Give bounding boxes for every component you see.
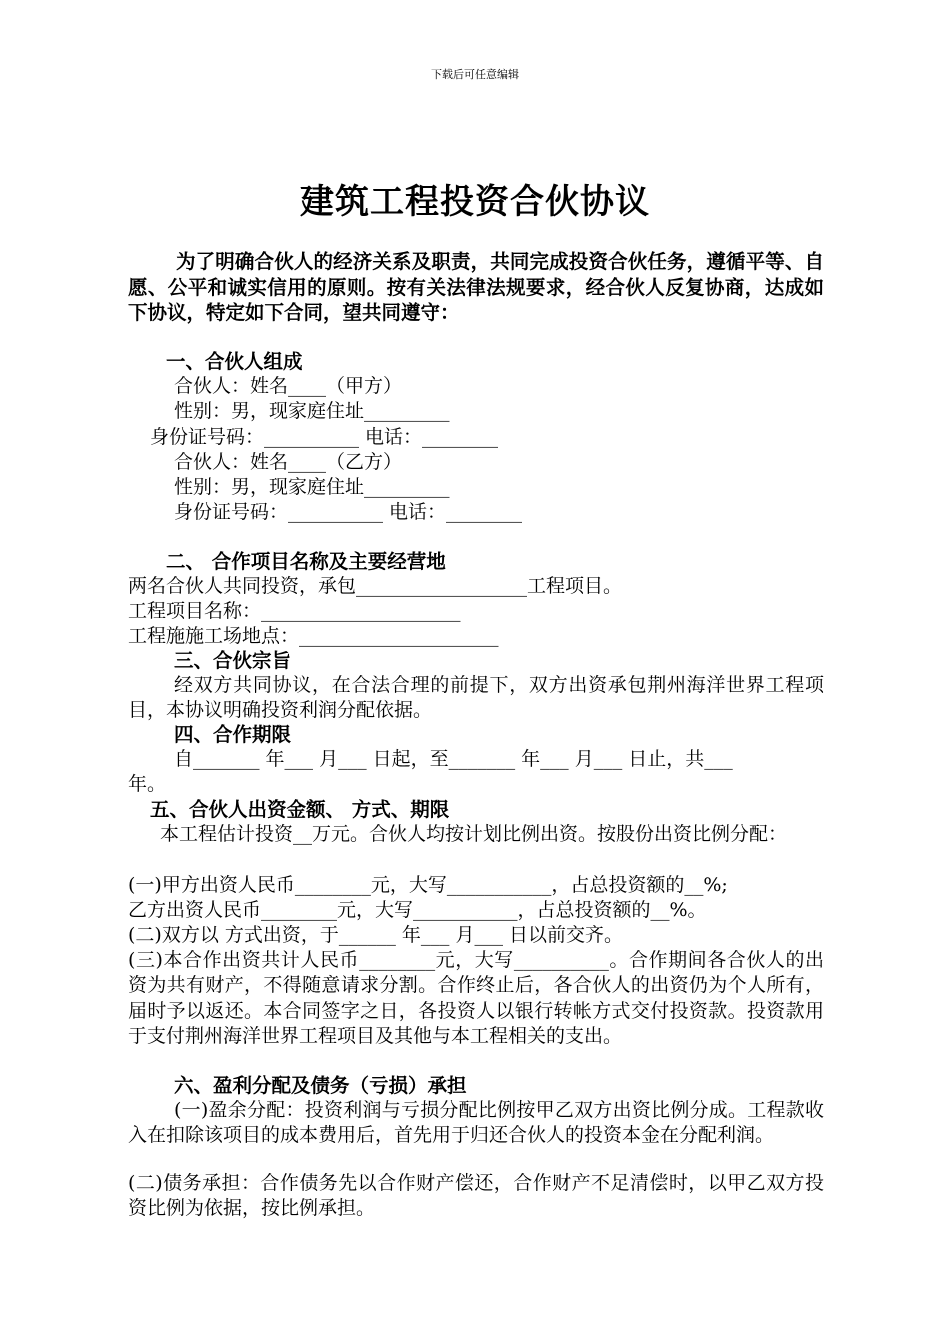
section-1-heading: 一、合伙人组成 — [166, 350, 303, 373]
profit-distribution-paragraph: (一)盈余分配：投资利润与亏损分配比例按甲乙双方出资比例分成。工程款收入在扣除该项目的成本费用后，首先用于归还合伙人的投资本金在分配利润。 — [128, 1099, 824, 1147]
header-note: 下载后可任意编辑 — [431, 68, 519, 81]
section-3-heading: 三、合伙宗旨 — [174, 649, 292, 672]
contribution-method: (二)双方以 方式出资，于______ 年___ 月___ 日以前交齐。 — [128, 924, 623, 946]
partner-b-address: 性别：男，现家庭住址_________ — [174, 476, 450, 498]
partner-a-address: 性别：男，现家庭住址_________ — [174, 400, 450, 422]
intro-paragraph: 为了明确合伙人的经济关系及职责，共同完成投资合伙任务，遵循平等、自愿、公平和诚实信用的原则。按有关法律法规要求，经合伙人反复协商，达成如下协议，特定如下合同，望共同遵守： — [128, 250, 824, 324]
section-3-paragraph: 经双方共同协议，在合法合理的前提下，双方出资承包荆州海洋世界工程项目，本协议明确投资利润分配依据。 — [128, 674, 824, 722]
investment-paragraph: 本工程估计投资__万元。合伙人均按计划比例出资。按股份出资比例分配： — [160, 823, 788, 845]
term-line-end: 年。 — [128, 773, 167, 795]
partner-b-id-phone: 身份证号码：__________ 电话：________ — [174, 501, 523, 523]
document-title: 建筑工程投资合伙协议 — [300, 182, 650, 222]
section-2-heading: 二、 合作项目名称及主要经营地 — [166, 550, 446, 573]
project-name-line: 工程项目名称：_____________________ — [128, 600, 461, 622]
project-site-line: 工程施施工场地点：_____________________ — [128, 625, 499, 647]
partner-a-id-phone: 身份证号码：__________ 电话：________ — [150, 426, 499, 448]
party-a-contribution: (一)甲方出资人民币________元，大写___________，占总投资额的__%; — [128, 874, 728, 896]
joint-property-paragraph: (三)本合作出资共计人民币________元，大写__________。合作期间各合伙人的出资为共有财产，不得随意请求分割。合作终止后，各合伙人的出资仍为个人所有，届时予以返还。本合同签字之日，各投资人以银行转帐方式交付投资款。投资款用于支付荆州海洋世界工程项目及其他与本工程相关的支出。 — [128, 949, 824, 1047]
partner-b-name: 合伙人：姓名____（乙方） — [174, 451, 403, 473]
section-6-heading: 六、盈利分配及债务（亏损）承担 — [174, 1074, 467, 1097]
term-line: 自_______ 年___ 月___ 日起，至_______ 年___ 月___ 日止，共___ — [174, 748, 733, 770]
section-4-heading: 四、合作期限 — [174, 723, 292, 746]
debt-paragraph: (二)债务承担：合作债务先以合作财产偿还，合作财产不足清偿时，以甲乙双方投资比例为依据，按比例承担。 — [128, 1172, 824, 1220]
party-b-contribution: 乙方出资人民币________元，大写___________，占总投资额的__%。 — [128, 899, 707, 921]
partner-a-name: 合伙人：姓名____（甲方） — [174, 375, 403, 397]
section-5-heading: 五、合伙人出资金额、 方式、期限 — [150, 798, 450, 821]
project-contract-line: 两名合伙人共同投资，承包__________________工程项目。 — [128, 575, 623, 597]
